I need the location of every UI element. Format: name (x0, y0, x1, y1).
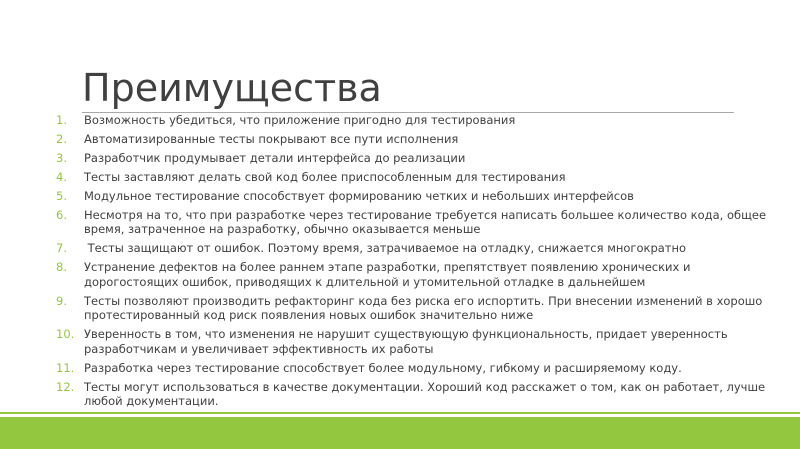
slide-title: Преимущества (82, 66, 382, 110)
list-item-number: 5. (56, 189, 67, 203)
list-item-number: 6. (56, 208, 67, 222)
list-item-text: Уверенность в том, что изменения не нарушит существующую функциональность, придает уверенность разработчикам и увеличивает эффективность их работы (84, 327, 728, 356)
list-item (56, 113, 786, 127)
list-item-number: 8. (56, 260, 67, 275)
list-item-text: Тесты защищают от ошибок. Поэтому время, затрачиваемое на отладку, снижается многократно (84, 241, 687, 256)
advantages-list (56, 113, 786, 413)
list-item-text: Разработчик продумывает детали интерфейса до реализации (84, 151, 466, 165)
list-item-number: 9. (56, 293, 67, 308)
list-item-text: Тесты позволяют производить рефакторинг кода без риска его испортить. При внесении изменений в хорошо протестированный код риск появления новых ошибок значительно ниже (84, 293, 763, 323)
list-item-text: Разработка через тестирование способствует более модульному, гибкому и расширяемому коду. (84, 360, 682, 375)
list-item (56, 189, 786, 203)
list-item (56, 151, 786, 165)
list-item (56, 361, 786, 375)
list-item-number: 4. (56, 170, 67, 184)
list-item (56, 380, 786, 409)
list-item (56, 260, 786, 289)
list-item (56, 327, 786, 356)
list-item (56, 241, 786, 255)
list-item (56, 170, 786, 184)
list-item-number: 2. (56, 132, 67, 146)
list-item-number: 10. (56, 327, 75, 342)
list-item-text: Несмотря на то, что при разработке через тестирование требуется написать большее количество кода, общее время, затраченное на разработку, обычно оказывается меньше (84, 208, 767, 237)
list-item-text: Тесты заставляют делать свой код более приспособленным для тестирования (84, 170, 566, 184)
list-item-number: 3. (56, 151, 67, 165)
list-item (56, 132, 786, 146)
list-item-text: Устранение дефектов на более раннем этапе разработки, препятствует появлению хронических и дорогостоящих ошибок, приводящих к длительной и утомительной отладке в дальнейшем (84, 260, 691, 289)
list-item-number: 7. (56, 241, 67, 256)
footer-accent-bar (0, 417, 800, 449)
list-item-text: Модульное тестирование способствует формированию четких и небольших интерфейсов (84, 189, 634, 203)
footer-accent-line (0, 412, 800, 414)
list-item-number: 1. (56, 113, 67, 127)
list-item-number: 12. (56, 379, 75, 394)
list-item-text: Тесты могут использоваться в качестве документации. Хороший код расскажет о том, как он работает, лучше любой документации. (84, 379, 766, 409)
list-item-text: Возможность убедиться, что приложение пригодно для тестирования (84, 113, 516, 127)
list-item (56, 208, 786, 237)
list-item (56, 294, 786, 323)
list-item-number: 11. (56, 360, 75, 375)
list-item-text: Автоматизированные тесты покрывают все пути исполнения (84, 132, 459, 146)
